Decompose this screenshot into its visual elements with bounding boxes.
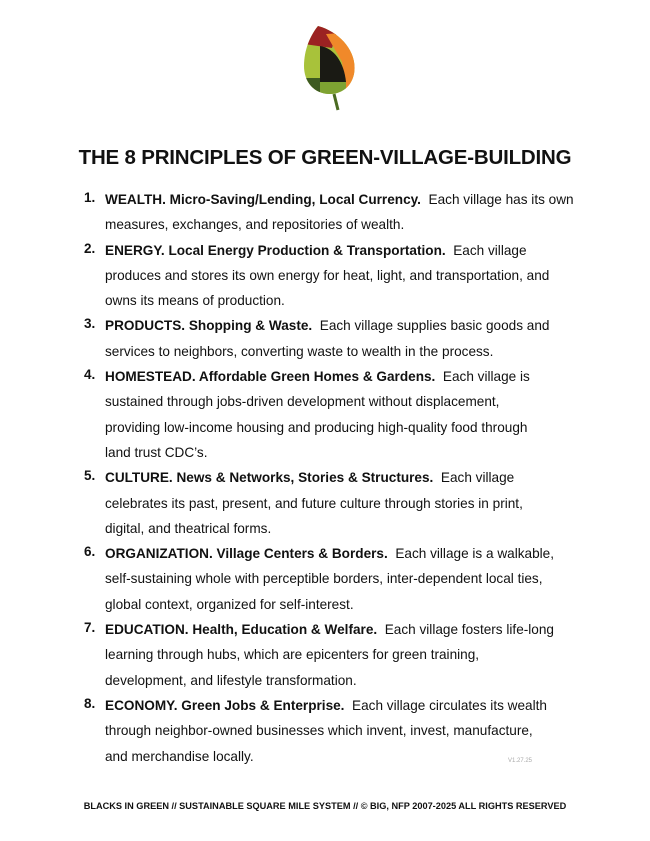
principle-number: 2. <box>84 240 96 256</box>
principle-line <box>105 721 650 746</box>
principle-item <box>0 544 650 620</box>
principle-heading: WEALTH. Micro-Saving/Lending, Local Currency. <box>105 192 421 207</box>
principle-text: produces and stores its own energy for heat, light, and transportation, and <box>105 267 550 283</box>
principle-number: 5. <box>84 468 96 484</box>
principle-text: Each village fosters life-long <box>384 622 554 638</box>
principle-line <box>105 291 650 316</box>
principle-line <box>105 519 650 544</box>
principle-number: 7. <box>84 620 96 636</box>
principle-line <box>105 645 650 670</box>
principle-text: development, and lifestyle transformation. <box>105 672 357 688</box>
principle-line <box>105 569 650 594</box>
principle-heading: ECONOMY. Green Jobs & Enterprise. <box>105 697 345 713</box>
principle-line <box>105 696 650 721</box>
principle-text: digital, and theatrical forms. <box>105 520 272 536</box>
version-label: V1.27.25 <box>508 758 533 764</box>
principle-text: measures, exchanges, and repositories of wealth. <box>105 217 405 233</box>
principle-text: and merchandise locally. <box>105 748 254 764</box>
principles-list <box>0 190 650 772</box>
principle-text: celebrates its past, present, and future culture through stories in print, <box>105 495 523 511</box>
principle-item <box>0 190 650 241</box>
principle-heading: ENERGY. Local Energy Production & Transportation. <box>105 242 446 258</box>
principle-item <box>0 241 650 317</box>
principle-line <box>105 215 650 240</box>
principle-line <box>105 595 650 620</box>
principle-line <box>105 544 650 569</box>
principle-heading: PRODUCTS. Shopping & Waste. <box>105 318 313 334</box>
principle-line <box>105 747 650 772</box>
principle-line <box>105 418 650 443</box>
principle-text: land trust CDC’s. <box>105 444 208 460</box>
principle-line <box>105 494 650 519</box>
principle-heading: HOMESTEAD. Affordable Green Homes & Gardens. <box>105 369 436 385</box>
principle-number: 3. <box>84 316 96 332</box>
principle-line <box>105 190 650 215</box>
principle-line <box>105 342 650 367</box>
principle-item <box>0 316 650 367</box>
principle-line <box>105 392 650 417</box>
principle-heading: CULTURE. News & Networks, Stories & Structures. <box>105 470 434 486</box>
principle-number: 8. <box>84 695 96 711</box>
principle-text: global context, organized for self-interest. <box>105 596 354 612</box>
principle-item <box>0 696 650 772</box>
principle-line <box>105 367 650 392</box>
principle-text: Each village <box>453 242 527 258</box>
principle-item <box>0 620 650 696</box>
footer: BLACKS IN GREEN // SUSTAINABLE SQUARE MILE SYSTEM // © BIG, NFP 2007-2025 ALL RIGHTS RESERVED <box>83 801 567 811</box>
principle-line <box>105 241 650 266</box>
principle-text: Each village is <box>442 369 530 385</box>
principle-text: learning through hubs, which are epicenters for green training, <box>105 647 480 663</box>
principle-text: through neighbor-owned businesses which invent, invest, manufacture, <box>105 723 533 739</box>
principle-text: Each village circulates its wealth <box>352 697 547 713</box>
principle-item <box>0 468 650 544</box>
principle-line <box>105 316 650 341</box>
principle-text: Each village has its own <box>428 192 574 207</box>
leaf-logo-icon <box>300 22 360 112</box>
principle-line <box>105 620 650 645</box>
principle-number: 1. <box>84 190 96 205</box>
principle-text: Each village supplies basic goods and <box>319 318 550 334</box>
principle-text: Each village is a walkable, <box>395 546 555 562</box>
principle-line <box>105 266 650 291</box>
principle-line <box>105 468 650 493</box>
principle-text: services to neighbors, converting waste to wealth in the process. <box>105 343 494 359</box>
principle-heading: EDUCATION. Health, Education & Welfare. <box>105 622 378 638</box>
principle-line <box>105 443 650 468</box>
principle-item <box>0 367 650 468</box>
principle-text: owns its means of production. <box>105 293 285 309</box>
principle-text: Each village <box>440 470 515 486</box>
principle-number: 4. <box>84 367 96 383</box>
principle-text: self-sustaining whole with perceptible borders, inter-dependent local ties, <box>105 571 543 587</box>
principle-line <box>105 671 650 696</box>
principle-number: 6. <box>84 544 96 560</box>
principle-text: providing low-income housing and producing high-quality food through <box>105 419 528 435</box>
principle-heading: ORGANIZATION. Village Centers & Borders. <box>105 546 388 562</box>
page-title: THE 8 PRINCIPLES OF GREEN-VILLAGE-BUILDING <box>78 146 572 169</box>
principle-text: sustained through jobs-driven development without displacement, <box>105 394 500 410</box>
